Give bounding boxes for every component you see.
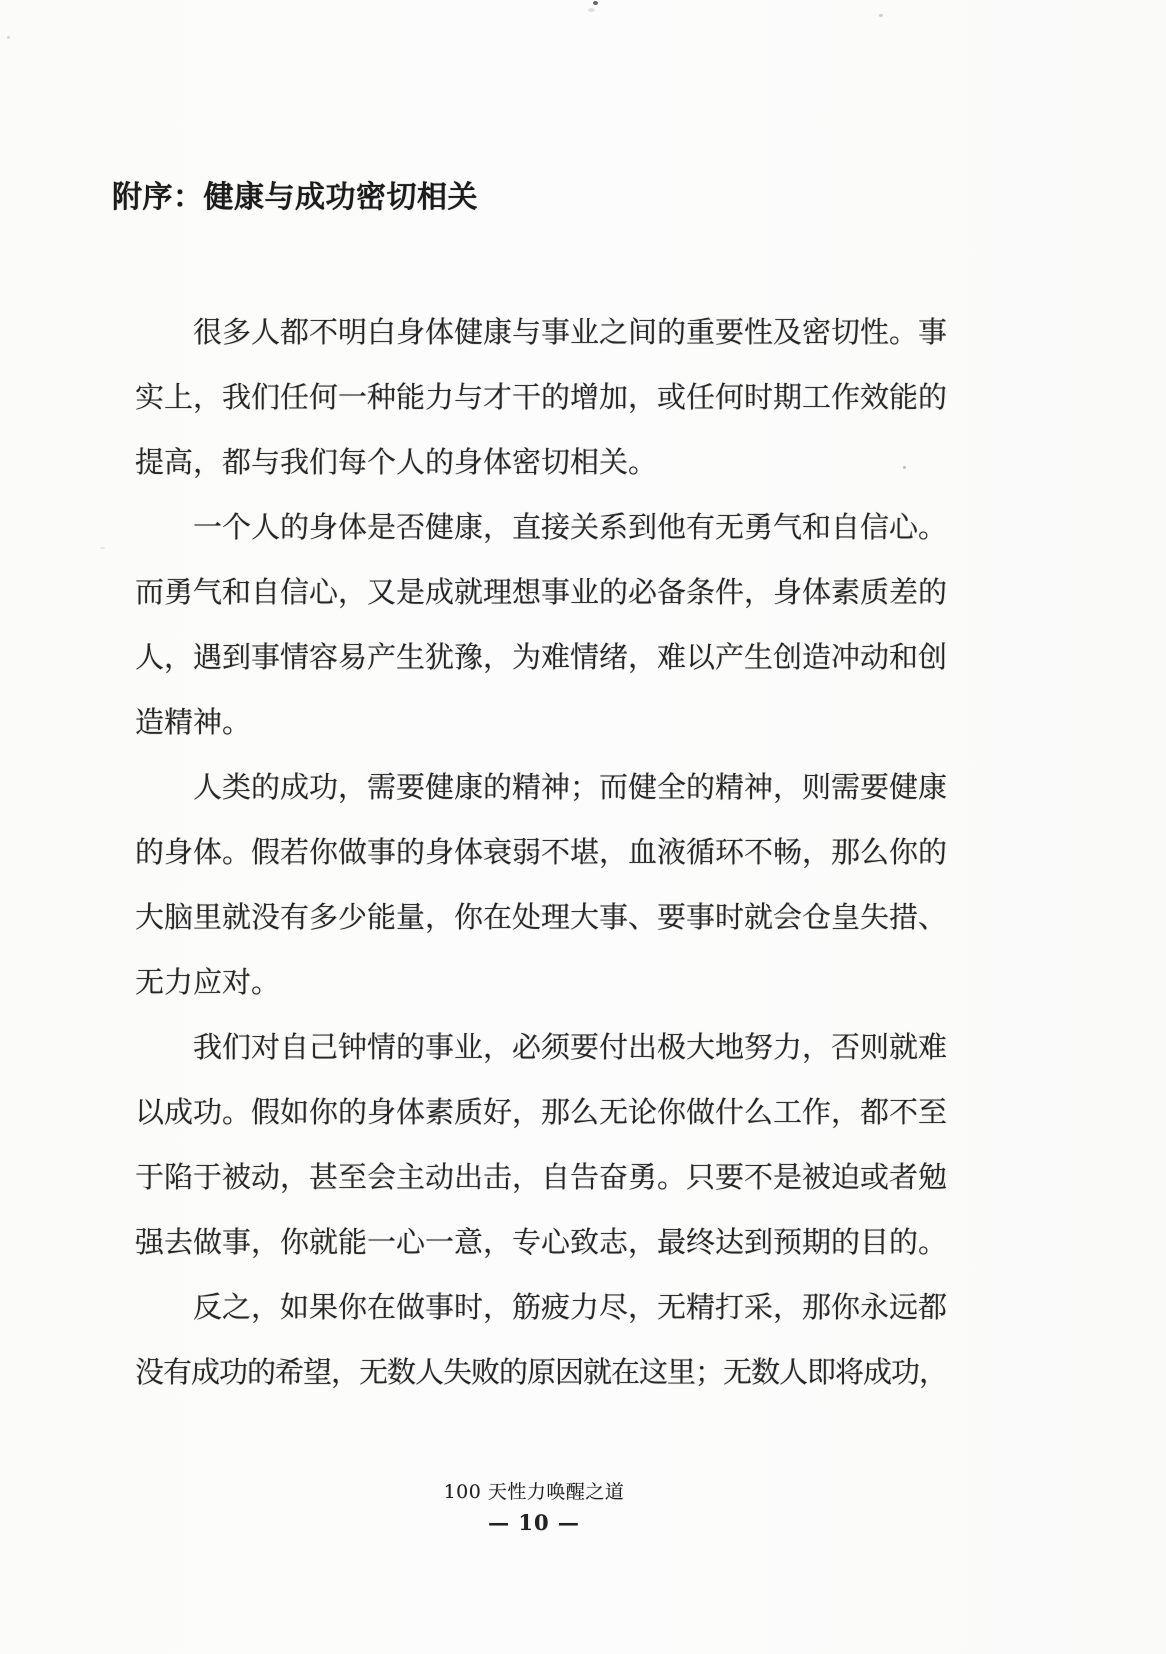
body-text-line: 实上，我们任何一种能力与才干的增加，或任何时期工作效能的 [135, 380, 948, 414]
body-text-line: 反之，如果你在做事时，筋疲力尽，无精打采，那你永远都 [193, 1290, 948, 1324]
scan-speck [879, 14, 883, 17]
body-text-line: 没有成功的希望，无数人失败的原因就在这里；无数人即将成功， [135, 1355, 948, 1389]
document-body [135, 300, 949, 1405]
body-text-line: 以成功。假如你的身体素质好，那么无论你做什么工作，都不至 [135, 1095, 948, 1129]
body-text-line: 强去做事，你就能一心一意，专心致志，最终达到预期的目的。 [135, 1225, 948, 1259]
body-text-line: 大脑里就没有多少能量，你在处理大事、要事时就会仓皇失措、 [135, 900, 948, 934]
body-text-line: 无力应对。 [135, 965, 281, 999]
scan-speck [100, 547, 105, 549]
body-text-line: 人类的成功，需要健康的精神；而健全的精神，则需要健康 [193, 770, 948, 804]
body-text-line: 造精神。 [135, 705, 252, 739]
body-text-line: 的身体。假若你做事的身体衰弱不堪，血液循环不畅，那么你的 [135, 835, 948, 869]
body-text-line: 很多人都不明白身体健康与事业之间的重要性及密切性。事 [193, 315, 948, 349]
body-text-line: 于陷于被动，甚至会主动出击，自告奋勇。只要不是被迫或者勉 [135, 1160, 948, 1194]
body-text-line: 而勇气和自信心，又是成就理想事业的必备条件，身体素质差的 [135, 575, 948, 609]
scan-speck [588, 8, 595, 12]
body-text-line: 人，遇到事情容易产生犹豫，为难情绪，难以产生创造冲动和创 [135, 640, 948, 674]
page-footer [128, 1480, 940, 1536]
footer-book-title: 100 天性力唤醒之道 [443, 1481, 625, 1503]
scan-speck [7, 36, 10, 39]
scan-speck [593, 1, 598, 5]
footer-page-number: — 10 — [488, 1510, 580, 1535]
page-title: 附序：健康与成功密切相关 [112, 180, 478, 215]
body-text-line: 我们对自己钟情的事业，必须要付出极大地努力，否则就难 [193, 1030, 948, 1064]
body-text-line: 提高，都与我们每个人的身体密切相关。 [135, 445, 658, 479]
body-text-line: 一个人的身体是否健康，直接关系到他有无勇气和自信心。 [193, 510, 948, 544]
